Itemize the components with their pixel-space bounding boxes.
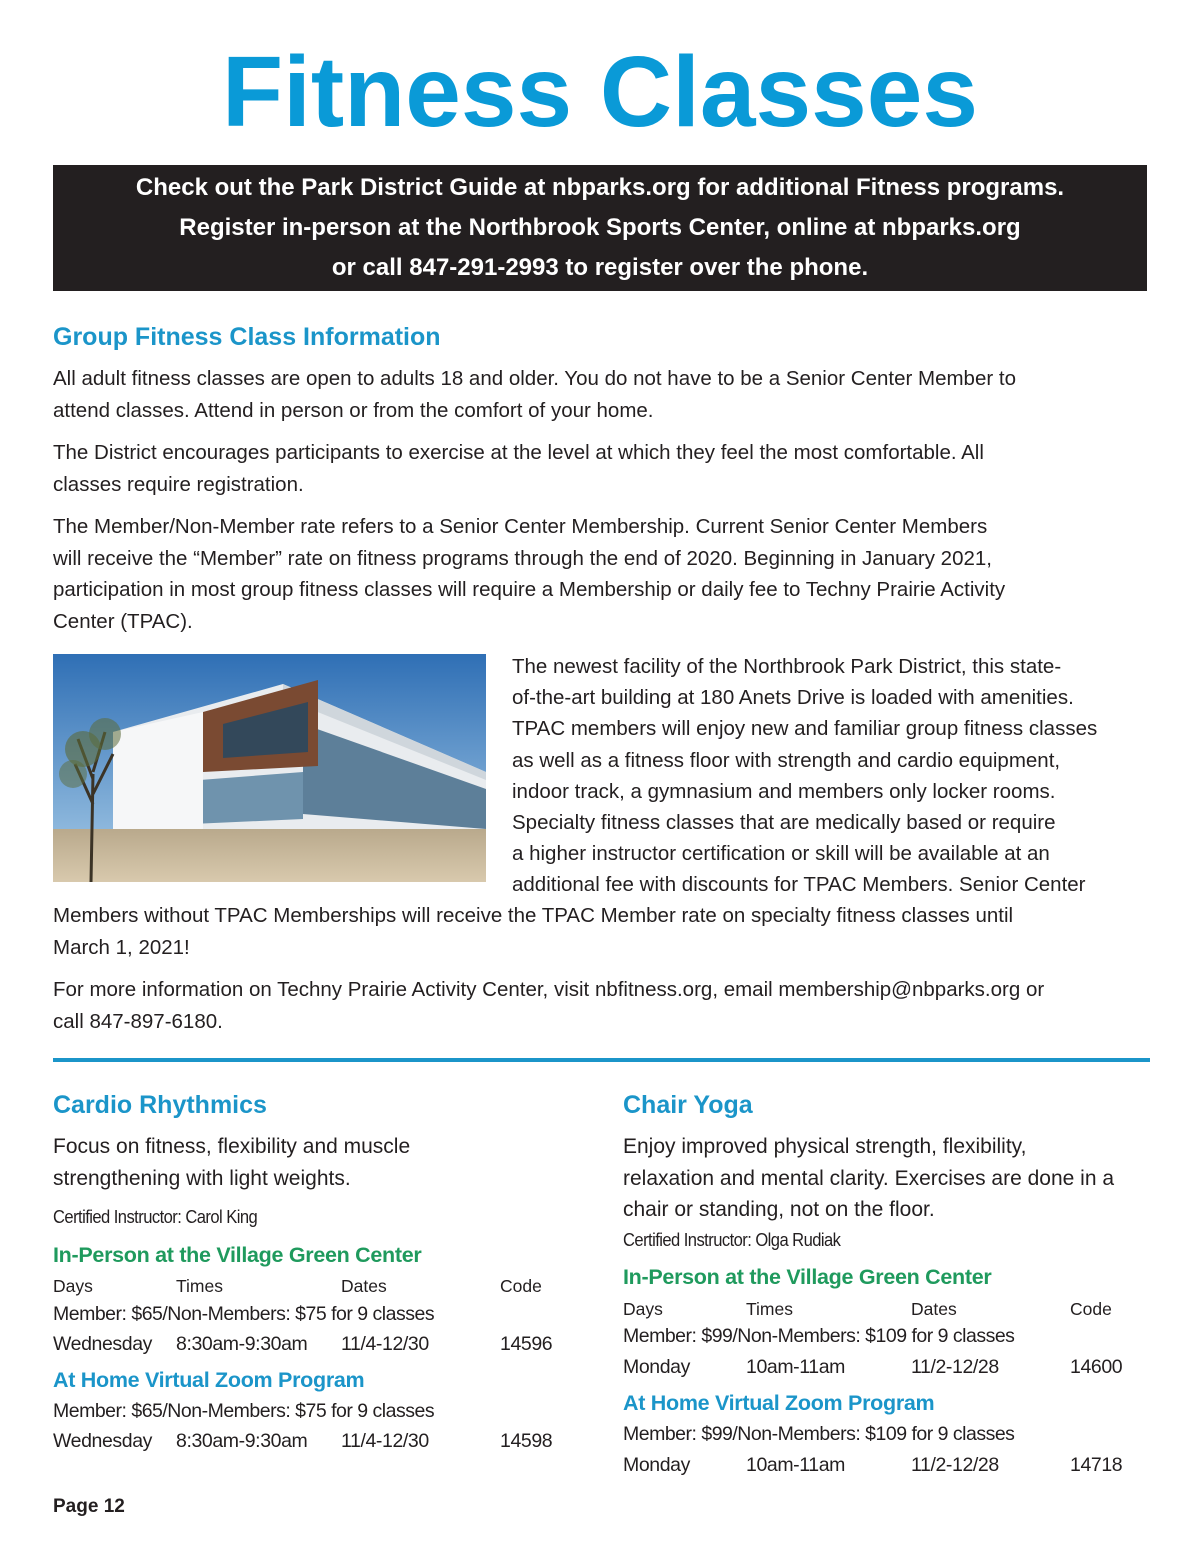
- code-cell: 14596: [500, 1333, 553, 1355]
- banner-line: Check out the Park District Guide at nbparks.org for additional Fitness programs.: [135, 174, 1065, 201]
- column-header: Days: [623, 1299, 663, 1319]
- text-line: The District encourages participants to exercise at the level at which they feel the most comfortable. All: [53, 441, 984, 464]
- text-line: March 1, 2021!: [53, 935, 190, 959]
- text-line: Enjoy improved physical strength, flexibility,: [623, 1135, 1027, 1158]
- code-cell: 14718: [1070, 1454, 1123, 1476]
- inperson-heading: In-Person at the Village Green Center: [623, 1265, 992, 1289]
- registration-banner: [53, 165, 1147, 291]
- day-cell: Monday: [623, 1454, 690, 1476]
- section-divider: [53, 1058, 1150, 1062]
- pricing: Member: $99/Non-Members: $109 for 9 classes: [623, 1325, 1015, 1347]
- pricing: Member: $99/Non-Members: $109 for 9 classes: [623, 1423, 1015, 1445]
- text-line: a higher instructor certification or skill will be available at an: [512, 842, 1050, 866]
- column-header: Days: [53, 1276, 93, 1296]
- time-cell: 10am-11am: [746, 1356, 846, 1378]
- banner-line: Register in-person at the Northbrook Sports Center, online at nbparks.org: [179, 214, 1021, 241]
- text-line: The newest facility of the Northbrook Park District, this state-: [512, 655, 1062, 678]
- text-line: classes require registration.: [53, 472, 304, 496]
- text-line: of-the-art building at 180 Anets Drive is loaded with amenities.: [512, 686, 1074, 710]
- tpac-description: [512, 651, 1152, 901]
- text-line: additional fee with discounts for TPAC Members. Senior Center: [512, 873, 1086, 897]
- class-description: [53, 1131, 410, 1194]
- zoom-heading: At Home Virtual Zoom Program: [53, 1368, 365, 1392]
- text-line: chair or standing, not on the floor.: [623, 1198, 935, 1221]
- text-line: Focus on fitness, flexibility and muscle: [53, 1135, 411, 1158]
- day-cell: Wednesday: [53, 1333, 153, 1355]
- page-number: Page 12: [53, 1496, 125, 1517]
- text-line: relaxation and mental clarity. Exercises are done in a: [623, 1166, 1115, 1190]
- column-header: Times: [746, 1299, 793, 1319]
- page-title: Fitness Classes: [222, 36, 978, 148]
- pricing: Member: $65/Non-Members: $75 for 9 classes: [53, 1400, 435, 1422]
- text-line: strengthening with light weights.: [53, 1166, 351, 1190]
- column-header: Times: [176, 1276, 223, 1296]
- text-line: TPAC members will enjoy new and familiar group fitness classes: [512, 717, 1098, 741]
- time-cell: 10am-11am: [746, 1454, 846, 1476]
- column-header: Code: [1070, 1299, 1112, 1319]
- class-description: [623, 1131, 1114, 1226]
- text-line: will receive the “Member” rate on fitness programs through the end of 2020. Beginning in January 2021,: [53, 546, 992, 570]
- info-paragraph-3: [53, 511, 1153, 637]
- tpac-description-continued: [53, 900, 1153, 963]
- info-paragraph-contact: [53, 974, 1153, 1037]
- class-title-cardio-rhythmics: Cardio Rhythmics: [53, 1091, 267, 1119]
- day-cell: Wednesday: [53, 1430, 153, 1452]
- column-header: Dates: [911, 1299, 957, 1319]
- pricing: Member: $65/Non-Members: $75 for 9 classes: [53, 1303, 435, 1325]
- tpac-building-photo: [53, 654, 486, 882]
- zoom-heading: At Home Virtual Zoom Program: [623, 1391, 935, 1415]
- dates-cell: 11/4-12/30: [341, 1430, 429, 1452]
- text-line: All adult fitness classes are open to adults 18 and older. You do not have to be a Senior Center Member to: [53, 367, 1016, 390]
- text-line: For more information on Techny Prairie Activity Center, visit nbfitness.org, email membership@nbparks.org or: [53, 978, 1045, 1001]
- info-heading: Group Fitness Class Information: [53, 323, 441, 351]
- text-line: participation in most group fitness classes will require a Membership or daily fee to Techny Prairie Activity: [53, 578, 1006, 601]
- info-paragraph-2: [53, 437, 1153, 500]
- column-header: Dates: [341, 1276, 387, 1296]
- class-instructor: Certified Instructor: Carol King: [53, 1207, 258, 1227]
- column-header: Code: [500, 1276, 542, 1296]
- inperson-heading: In-Person at the Village Green Center: [53, 1243, 422, 1267]
- day-cell: Monday: [623, 1356, 690, 1378]
- text-line: The Member/Non-Member rate refers to a Senior Center Membership. Current Senior Center Members: [53, 515, 988, 538]
- info-paragraph-1: [53, 363, 1153, 426]
- text-line: Members without TPAC Memberships will receive the TPAC Member rate on specialty fitness classes until: [53, 904, 1014, 927]
- dates-cell: 11/4-12/30: [341, 1333, 429, 1355]
- code-cell: 14598: [500, 1430, 553, 1452]
- class-instructor: Certified Instructor: Olga Rudiak: [623, 1230, 841, 1250]
- text-line: call 847-897-6180.: [53, 1009, 223, 1033]
- banner-line: or call 847-291-2993 to register over the phone.: [331, 254, 869, 281]
- time-cell: 8:30am-9:30am: [176, 1333, 308, 1355]
- text-line: indoor track, a gymnasium and members only locker rooms.: [512, 779, 1056, 803]
- text-line: Specialty fitness classes that are medically based or require: [512, 811, 1056, 835]
- dates-cell: 11/2-12/28: [911, 1454, 999, 1476]
- text-line: attend classes. Attend in person or from the comfort of your home.: [53, 398, 654, 422]
- dates-cell: 11/2-12/28: [911, 1356, 999, 1378]
- code-cell: 14600: [1070, 1356, 1123, 1378]
- text-line: Center (TPAC).: [53, 609, 193, 633]
- text-line: as well as a fitness floor with strength and cardio equipment,: [512, 748, 1061, 772]
- class-title-chair-yoga: Chair Yoga: [623, 1091, 753, 1119]
- time-cell: 8:30am-9:30am: [176, 1430, 308, 1452]
